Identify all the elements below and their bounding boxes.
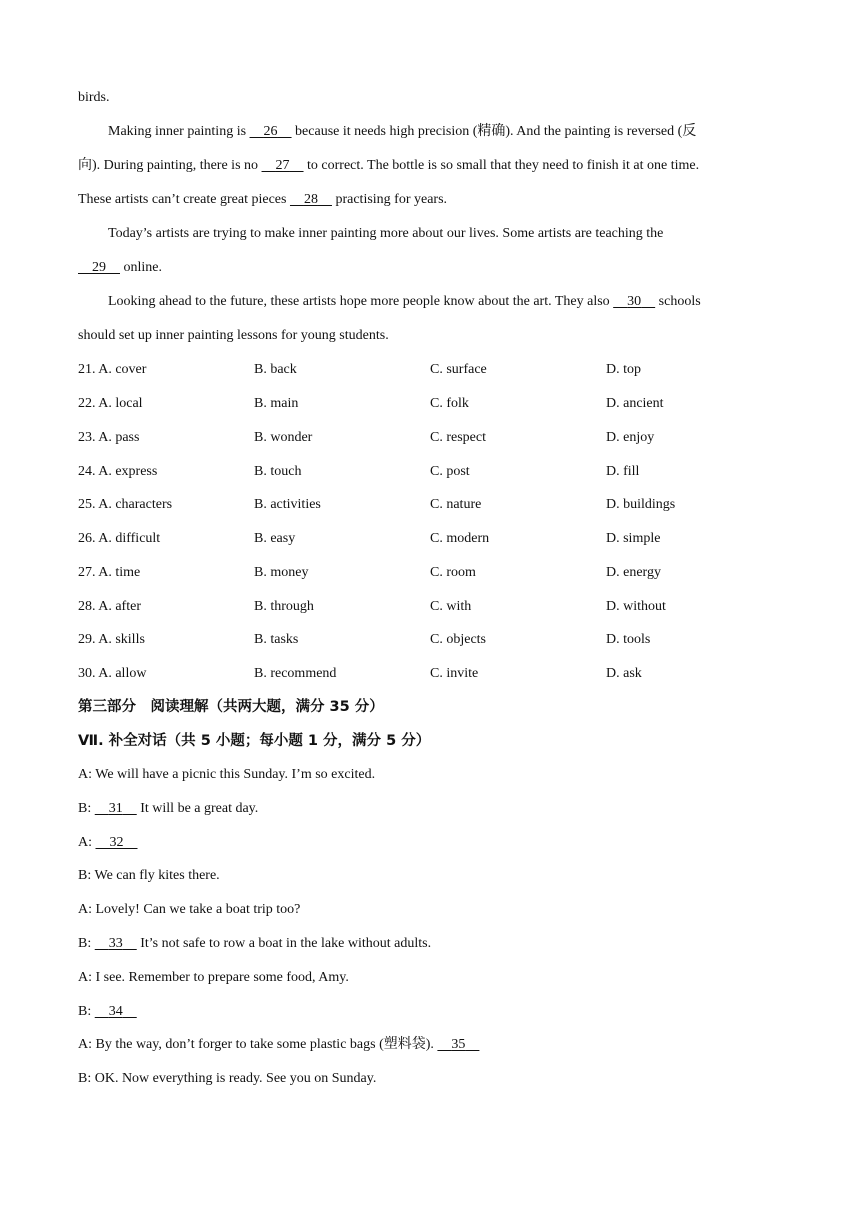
dialogue-line [78, 968, 349, 988]
option-a: 24. A. express [78, 464, 158, 479]
option-c: C. nature [430, 497, 482, 512]
passage-text: practising for years. [331, 192, 448, 207]
option-b: B. back [254, 362, 297, 377]
option-c: C. respect [430, 430, 486, 445]
option-b: B. touch [254, 464, 302, 479]
option-d: D. enjoy [606, 430, 655, 445]
passage-line-29 [78, 258, 162, 278]
option-a: 28. A. after [78, 599, 141, 614]
option-a: 26. A. difficult [78, 531, 161, 546]
option-b: B. main [254, 396, 299, 411]
option-c: C. modern [430, 531, 490, 546]
option-a: 27. A. time [78, 565, 141, 580]
blank-27: 27 [275, 158, 290, 173]
dialogue-text: B: We can fly kites there. [78, 868, 220, 883]
passage-text: to correct. The bottle is so small that they need to finish it at one time. [303, 158, 700, 173]
option-d: D. top [606, 362, 641, 377]
option-d: D. ancient [606, 396, 664, 411]
dialogue-line [78, 1069, 376, 1089]
option-d: D. fill [606, 464, 640, 479]
option-c: C. folk [430, 396, 469, 411]
section-heading: Ⅶ. 补全对话（共 5 小题；每小题 1 分，满分 5 分） [78, 733, 431, 749]
option-d: D. tools [606, 632, 651, 647]
option-d: D. without [606, 599, 666, 614]
dialogue-line-35 [78, 1035, 479, 1055]
passage-text: birds. [78, 90, 110, 105]
option-a: 23. A. pass [78, 430, 140, 445]
blank-31: 31 [108, 801, 123, 816]
option-d: D. buildings [606, 497, 676, 512]
passage-text: Making inner painting is [108, 124, 250, 139]
dialogue-line-31 [78, 799, 258, 819]
dialogue-line-33 [78, 934, 431, 954]
option-d: D. energy [606, 565, 661, 580]
option-b: B. wonder [254, 430, 313, 445]
dialogue-text: A: Lovely! Can we take a boat trip too? [78, 902, 301, 917]
option-a: 29. A. skills [78, 632, 145, 647]
speaker-label: A: [78, 835, 96, 850]
passage-line [78, 326, 389, 346]
passage-text: because it needs high precision (精确). And the painting is reversed (反 [291, 124, 697, 139]
passage-text: should set up inner painting lessons for young students. [78, 328, 389, 343]
dialogue-text: A: We will have a picnic this Sunday. I’m so excited. [78, 767, 376, 782]
option-d: D. ask [606, 666, 642, 681]
option-c: C. objects [430, 632, 486, 647]
dialogue-line [78, 866, 220, 886]
option-b: B. tasks [254, 632, 299, 647]
passage-line-28 [78, 190, 447, 210]
passage-text: These artists can’t create great pieces [78, 192, 290, 207]
dialogue-line-32 [78, 833, 138, 853]
blank-33: 33 [108, 936, 123, 951]
blank-26: 26 [263, 124, 278, 139]
passage-text: Today’s artists are trying to make inner painting more about our lives. Some artists are teaching the [108, 226, 664, 241]
option-c: C. room [430, 565, 476, 580]
passage-text: schools [655, 294, 701, 309]
dialogue-text: A: I see. Remember to prepare some food, Amy. [78, 970, 349, 985]
option-c: C. surface [430, 362, 487, 377]
blank-29: 29 [92, 260, 106, 275]
option-d: D. simple [606, 531, 661, 546]
option-a: 25. A. characters [78, 497, 173, 512]
passage-line [108, 224, 663, 244]
blank-34: 34 [108, 1004, 123, 1019]
dialogue-line-34 [78, 1002, 137, 1022]
dialogue-text: It’s not safe to row a boat in the lake without adults. [136, 936, 432, 951]
passage-line-26 [108, 122, 696, 142]
dialogue-text: It will be a great day. [136, 801, 259, 816]
option-a: 30. A. allow [78, 666, 147, 681]
passage-text: online. [120, 260, 162, 275]
dialogue-text: B: OK. Now everything is ready. See you on Sunday. [78, 1071, 377, 1086]
option-b: B. easy [254, 531, 296, 546]
dialogue-line [78, 900, 300, 920]
passage-line-27 [78, 156, 699, 176]
speaker-label: B: [78, 936, 95, 951]
section-heading: 第三部分 阅读理解（共两大题，满分 35 分） [78, 699, 384, 715]
blank-28: 28 [303, 192, 318, 207]
dialogue-line [78, 765, 375, 785]
option-c: C. post [430, 464, 470, 479]
option-c: C. invite [430, 666, 479, 681]
option-b: B. through [254, 599, 314, 614]
option-a: 22. A. local [78, 396, 143, 411]
blank-35: 35 [451, 1037, 466, 1052]
option-b: B. activities [254, 497, 321, 512]
passage-line [78, 88, 110, 108]
blank-30: 30 [627, 294, 642, 309]
passage-line-30 [108, 292, 701, 312]
option-b: B. recommend [254, 666, 337, 681]
speaker-label: B: [78, 1004, 95, 1019]
dialogue-text: A: By the way, don’t forger to take some plastic bags (塑料袋). [78, 1037, 438, 1052]
speaker-label: B: [78, 801, 95, 816]
passage-text: 向). During painting, there is no [78, 158, 262, 173]
option-a: 21. A. cover [78, 362, 147, 377]
blank-32: 32 [109, 835, 124, 850]
option-c: C. with [430, 599, 472, 614]
passage-text: Looking ahead to the future, these artists hope more people know about the art. They also [108, 294, 614, 309]
option-b: B. money [254, 565, 309, 580]
